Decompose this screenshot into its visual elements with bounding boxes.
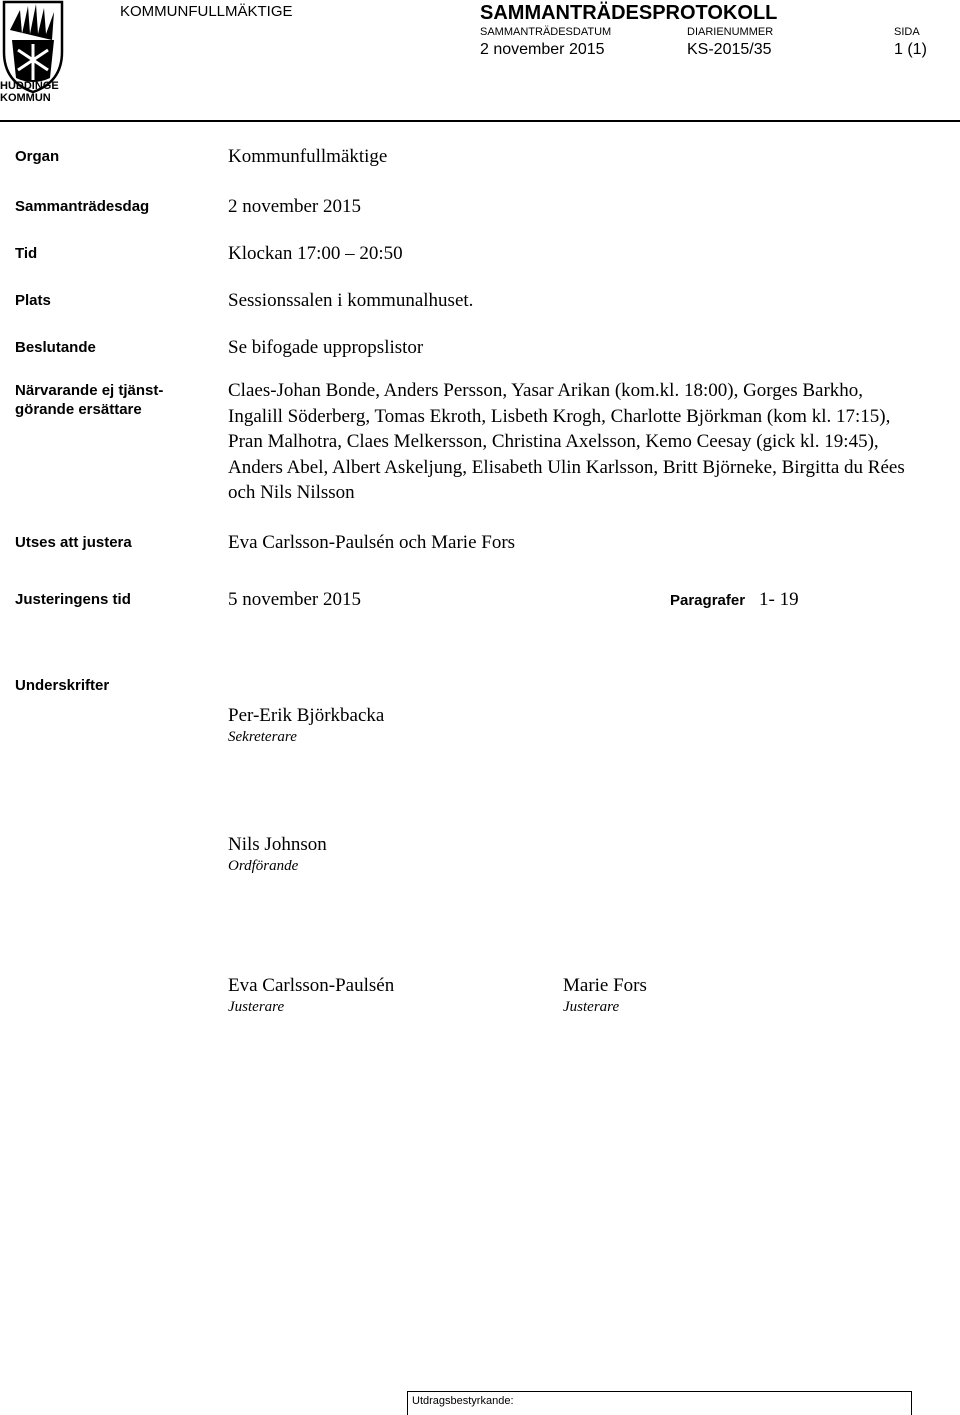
adjusters-label: Utses att justera	[15, 534, 132, 551]
adjustment-time-value: 5 november 2015	[228, 589, 361, 610]
meeting-day-value: 2 november 2015	[228, 196, 361, 217]
deciding-value: Se bifogade uppropslistor	[228, 337, 424, 358]
adjusters-value: Eva Carlsson-Paulsén och Marie Fors	[228, 532, 516, 553]
paragraphs-value: 1- 19	[759, 589, 799, 610]
paragraphs-label: Paragrafer	[670, 592, 746, 609]
organ-value: Kommunfullmäktige	[228, 146, 388, 167]
meeting-day-label: Sammanträdesdag	[15, 198, 150, 215]
page-value: 1 (1)	[894, 41, 927, 58]
logo-text-line1: HUDDINGE	[0, 80, 59, 92]
time-label: Tid	[15, 245, 38, 262]
present-label-line1: Närvarande ej tjänst-	[15, 382, 164, 399]
place-value: Sessionssalen i kommunalhuset.	[228, 290, 474, 311]
meeting-date-value: 2 november 2015	[480, 41, 605, 58]
diary-number-value: KS-2015/35	[687, 41, 772, 58]
deciding-label: Beslutande	[15, 339, 96, 356]
signatures-label: Underskrifter	[15, 677, 110, 694]
adjuster1-role: Justerare	[228, 999, 285, 1015]
adjuster2-role: Justerare	[563, 999, 620, 1015]
header-organization: KOMMUNFULLMÄKTIGE	[120, 3, 293, 20]
present-label-line2: görande ersättare	[15, 401, 142, 418]
extract-certification-label: Utdragsbestyrkande:	[412, 1395, 514, 1407]
header-divider	[0, 120, 960, 122]
place-label: Plats	[15, 292, 51, 309]
extract-certification-box	[407, 1391, 912, 1415]
organ-label: Organ	[15, 148, 60, 165]
adjuster1-name: Eva Carlsson-Paulsén	[228, 975, 395, 996]
present-substitutes-list: Claes-Johan Bonde, Anders Persson, Yasar Arikan (kom.kl. 18:00), Gorges Barkho, Ingalill Söderberg, Tomas Ekroth, Lisbeth Krogh, Charlotte Björkman (kom kl. 17:15), Pran Malhotra, Claes Melkersson, Christina Axelsson, Kemo Ceesay (gick kl. 19:45), Anders Abel, Albert Askeljung, Elisabeth Ulin Karlsson, Britt Björneke, Birgitta du Rées och Nils Nilsson	[228, 380, 905, 503]
secretary-role: Sekreterare	[228, 729, 297, 745]
huddinge-kommun-logo	[0, 0, 74, 106]
secretary-name: Per-Erik Björkbacka	[228, 705, 385, 726]
diary-number-label: DIARIENUMMER	[687, 26, 774, 38]
adjuster2-name: Marie Fors	[563, 975, 647, 996]
adjustment-time-label: Justeringens tid	[15, 591, 131, 608]
chair-name: Nils Johnson	[228, 834, 327, 855]
logo-text-line2: KOMMUN	[0, 92, 51, 104]
page-label: SIDA	[894, 26, 920, 38]
chair-role: Ordförande	[228, 858, 299, 874]
time-value: Klockan 17:00 – 20:50	[228, 243, 403, 264]
meeting-date-label: SAMMANTRÄDESDATUM	[480, 26, 612, 38]
document-title: SAMMANTRÄDESPROTOKOLL	[480, 2, 778, 24]
